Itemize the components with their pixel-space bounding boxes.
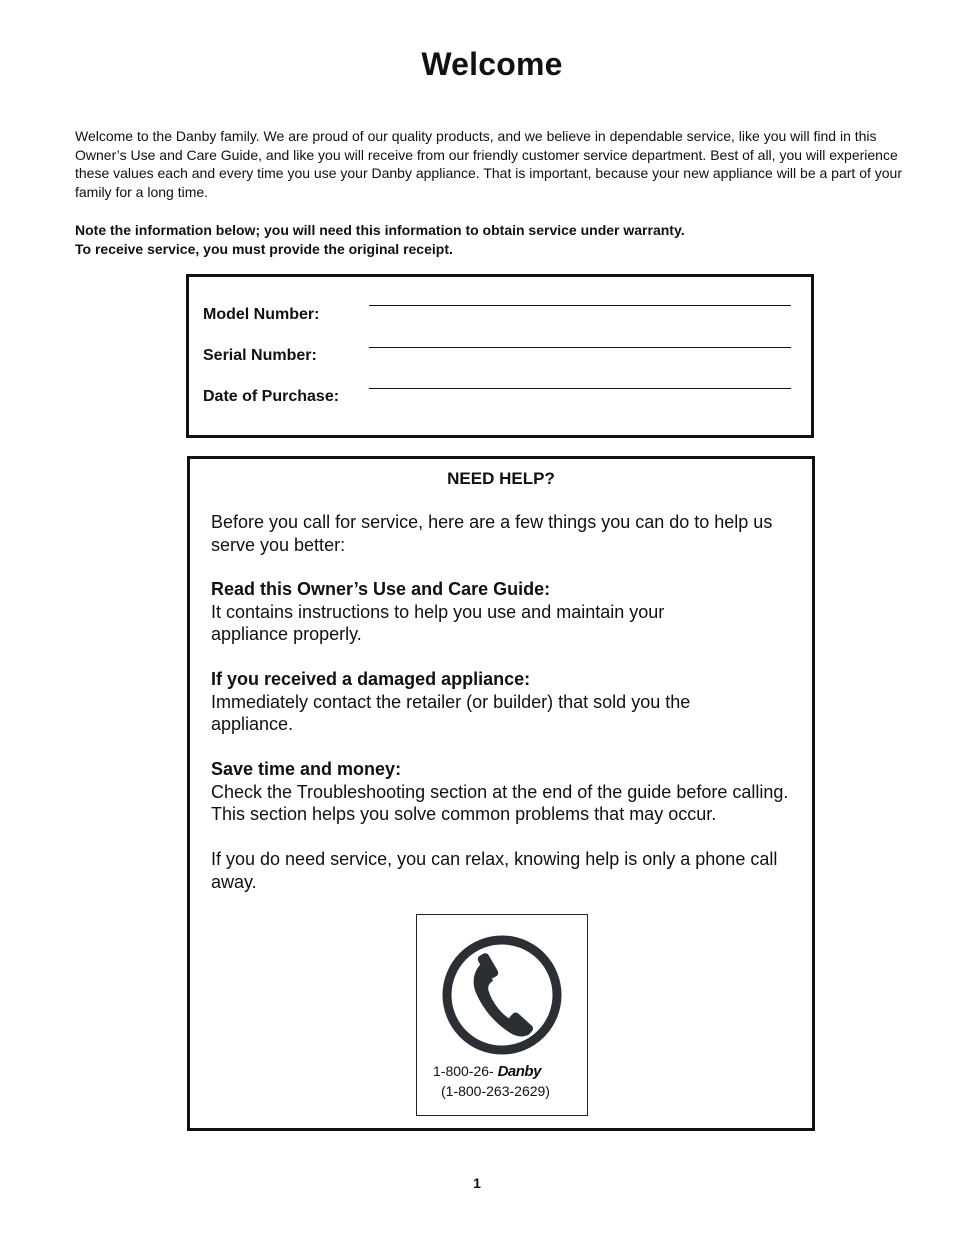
help-section-save-text: Check the Troubleshooting section at the end of the guide before calling. This section helps you solve common problems that may occur. [211, 781, 789, 824]
model-number-label: Model Number: [203, 306, 320, 323]
help-section-damaged-title: If you received a damaged appliance: [211, 669, 531, 689]
help-section-guide [211, 578, 801, 646]
telephone-icon [438, 931, 566, 1059]
phone-prefix: 1-800-26- [433, 1063, 494, 1079]
help-intro: Before you call for service, here are a few things you can do to help us serve you better: [211, 512, 773, 555]
need-help-box [187, 456, 815, 1131]
phone-contact-box [416, 914, 588, 1116]
serial-number-label: Serial Number: [203, 347, 317, 364]
need-help-heading: NEED HELP? [447, 469, 555, 488]
page-number: 1 [473, 1175, 481, 1191]
product-info-box [186, 274, 814, 438]
help-closing: If you do need service, you can relax, knowing help is only a phone call away. [211, 849, 778, 892]
purchase-date-label: Date of Purchase: [203, 388, 340, 405]
help-section-guide-title: Read this Owner’s Use and Care Guide: [211, 579, 551, 599]
phone-number [433, 1063, 541, 1080]
help-section-save-title: Save time and money: [211, 759, 402, 779]
danby-logo: Danby [497, 1063, 541, 1080]
phone-number-numeric: (1-800-263-2629) [441, 1083, 550, 1099]
warranty-note [75, 221, 905, 258]
help-section-damaged [211, 668, 801, 736]
intro-paragraph: Welcome to the Danby family. We are proud of our quality products, and we believe in dependable service, like you will find in this Owner’s Use and Care Guide, and like you will receive from our friendly customer service department. Best of all, you will experience these values each and every time you use your Danby appliance. That is important, because your new appliance will be a part of your family for a long time. [75, 128, 902, 200]
model-number-field[interactable] [369, 305, 791, 306]
serial-number-field[interactable] [369, 347, 791, 348]
help-section-save [211, 758, 801, 826]
purchase-date-field[interactable] [369, 388, 791, 389]
help-section-guide-text: It contains instructions to help you use and maintain your appliance properly. [211, 601, 665, 644]
warranty-note-line-1: Note the information below; you will need this information to obtain service under warranty. [75, 222, 685, 238]
page-title: Welcome [421, 46, 563, 82]
help-section-damaged-text: Immediately contact the retailer (or builder) that sold you the appliance. [211, 691, 691, 734]
warranty-note-line-2: To receive service, you must provide the original receipt. [75, 240, 453, 257]
